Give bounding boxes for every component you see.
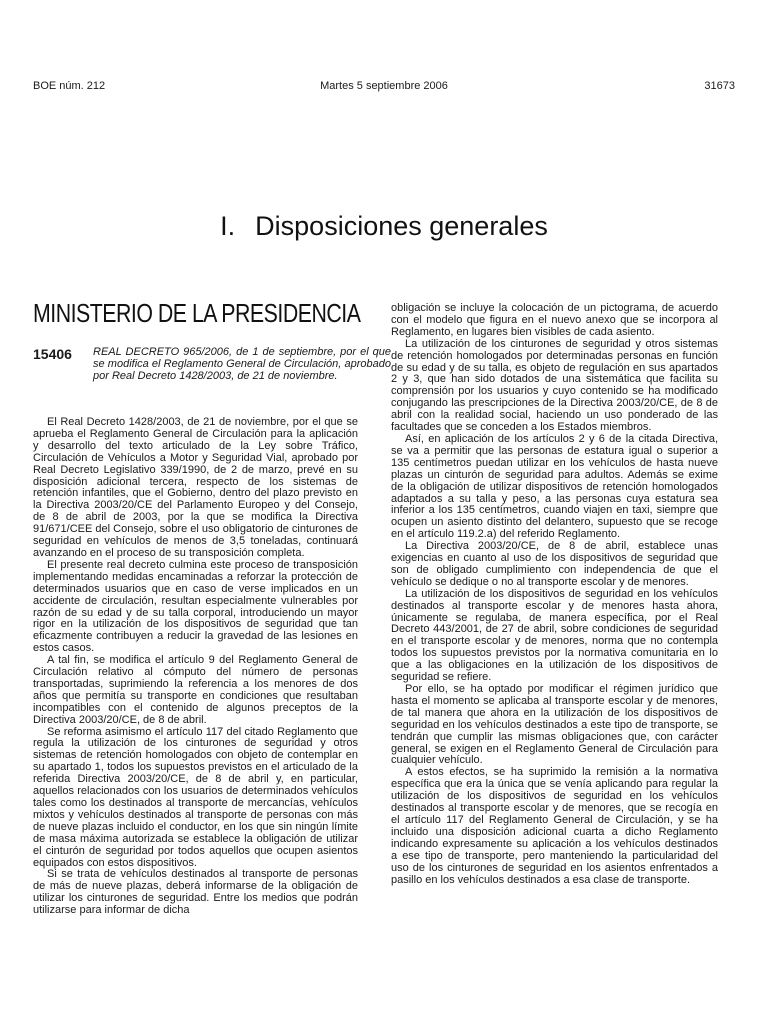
paragraph: Así, en aplicación de los artículos 2 y 6 de la citada Directiva, se va a permitir que las personas de estatura igual o superior a 135 centímetros puedan utilizar en los vehículos de hasta nueve plazas un cinturón de seguridad para adultos. Además se exime de la obligación de utilizar dispositivos de retención homologados adaptados a su talla y peso, a las personas cuya estatura sea inferior a los 135 centímetros, cuando viajen en taxi, siempre que ocupen un asiento distinto del delantero, supuesto que se recoge en el artículo 119.2.a) del referido Reglamento. [391,432,718,541]
paragraph: Por ello, se ha optado por modificar el régimen jurídico que hasta el momento se aplicaba al transporte escolar y de menores, de tal manera que ahora en la utilización de los dispositivos de seguridad en los vehículos destinados a este tipo de transporte, se tendrán que cumplir las mismas obligaciones que, con carácter general, se exigen en el Reglamento General de Circulación para cualquier vehículo. [391,683,718,767]
paragraph: Si se trata de vehículos destinados al transporte de personas de más de nueve plazas, deberá informarse de la obligación de utilizar los cinturones de seguridad. Entre los medios que podrán utilizarse para informar de dicha [33,868,358,917]
paragraph: La Directiva 2003/20/CE, de 8 de abril, establece unas exigencias en cuanto al uso de los dispositivos de seguridad que son de obligado cumplimiento con independencia de que el vehículo se dedique o no al transporte escolar y de menores. [391,540,718,588]
section-heading [0,208,768,244]
section-title: Disposiciones generales [255,211,548,241]
paragraph: A estos efectos, se ha suprimido la remisión a la normativa específica que era la única que se venía aplicando para regular la utilización de los dispositivos de seguridad en los vehículos destinados al transporte escolar y de menores, que se recogía en el artículo 117 del Reglamento General de Circulación, y se ha incluido una disposición adicional cuarta a dicho Reglamento indicando expresamente su aplicación a los vehículos destinados a ese tipo de transporte, pero manteniendo la particularidad del uso de los cinturones de seguridad en los asientos enfrentados a pasillo en los vehículos destinados a esa clase de transporte. [391,766,718,886]
section-number: I. [220,211,236,241]
paragraph: Se reforma asimismo el artículo 117 del citado Reglamento que regula la utilización de los cinturones de seguridad y otros sistemas de retención homologados con objeto de contemplar en su apartado 1, todos los supuestos previstos en el articulado de la referida Directiva 2003/20/CE, de 8 de abril y, en particular, aquellos relacionados con los usuarios de determinados vehículos tales como los destinados al transporte de mercancías, vehículos mixtos y vehículos destinados al transporte de personas con más de nueve plazas incluido el conductor, en los que sin ningún límite de masa máxima autorizada se establece la obligación de utilizar el cinturón de seguridad por todos aquellos que ocupen asientos equipados con estos dispositivos. [33,725,358,869]
decree-number: 15406 [33,346,72,362]
decree-title: REAL DECRETO 965/2006, de 1 de septiembre, por el que se modifica el Reglamento General de Circulación, aprobado por Real Decreto 1428/2003, de 21 de noviembre. [93,346,391,382]
ministry-heading: MINISTERIO DE LA PRESIDENCIA [33,298,361,328]
page-header [33,78,735,94]
right-column [391,303,718,886]
publication-label: BOE núm. 212 [33,80,106,92]
paragraph: obligación se incluye la colocación de un pictograma, de acuerdo con el modelo que figura en el nuevo anexo que se incorpora al Reglamento, en lugares bien visibles de cada asiento. [391,302,718,338]
left-column [33,417,358,917]
paragraph: La utilización de los dispositivos de seguridad en los vehículos destinados al transporte escolar y de menores hasta ahora, únicamente se regulaba, de manera específica, por el Real Decreto 443/2001, de 27 de abril, sobre condiciones de seguridad en el transporte escolar y de menores, norma que no contempla todos los supuestos previstos por la normativa comunitaria en lo que a las obligaciones en la utilización de los dispositivos de seguridad se refiere. [391,587,718,684]
paragraph: A tal fin, se modifica el artículo 9 del Reglamento General de Circulación relativo al cómputo del número de personas transportadas, suprimiendo la referencia a los menores de dos años que permitía su transporte en condiciones que resultaban incompatibles con el contenido de algunos preceptos de la Directiva 2003/20/CE, de 8 de abril. [33,654,358,726]
paragraph: El Real Decreto 1428/2003, de 21 de noviembre, por el que se aprueba el Reglamento General de Circulación para la aplicación y desarrollo del texto articulado de la Ley sobre Tráfico, Circulación de Vehículos a Motor y Seguridad Vial, aprobado por Real Decreto Legislativo 339/1990, de 2 de marzo, prevé en su disposición adicional tercera, respecto de los sistemas de retención infantiles, que el Gobierno, dentro del plazo previsto en la Directiva 2003/20/CE del Parlamento Europeo y del Consejo, de 8 de abril de 2003, por la que se modifica la Directiva 91/671/CEE del Consejo, sobre el uso obligatorio de cinturones de seguridad en vehículos de menos de 3,5 toneladas, continuará avanzando en el proceso de su transposición completa. [33,416,358,559]
page-number: 31673 [704,80,735,92]
paragraph: El presente real decreto culmina este proceso de transposición implementando medidas encaminadas a reforzar la protección de determinados usuarios que en caso de verse implicados en un accidente de circulación, resultan especialmente vulnerables por razón de su edad y de su talla corporal, introduciendo un mayor rigor en la utilización de los dispositivos de seguridad que tan eficazmente contribuyen a reducir la gravedad de las lesiones en estos casos. [33,558,358,655]
publication-date: Martes 5 septiembre 2006 [320,80,448,92]
paragraph: La utilización de los cinturones de seguridad y otros sistemas de retención homologados por determinadas personas en función de su edad y de su talla, es objeto de regulación en sus apartados 2 y 3, que han sido dotados de una sistemática que facilita su comprensión por los usuarios y cuyo contenido se ha modificado conjugando las prescripciones de la Directiva 2003/20/CE, de 8 de abril con la realidad social, haciendo un uso ponderado de las facultades que se conceden a los Estados miembros. [391,337,718,434]
